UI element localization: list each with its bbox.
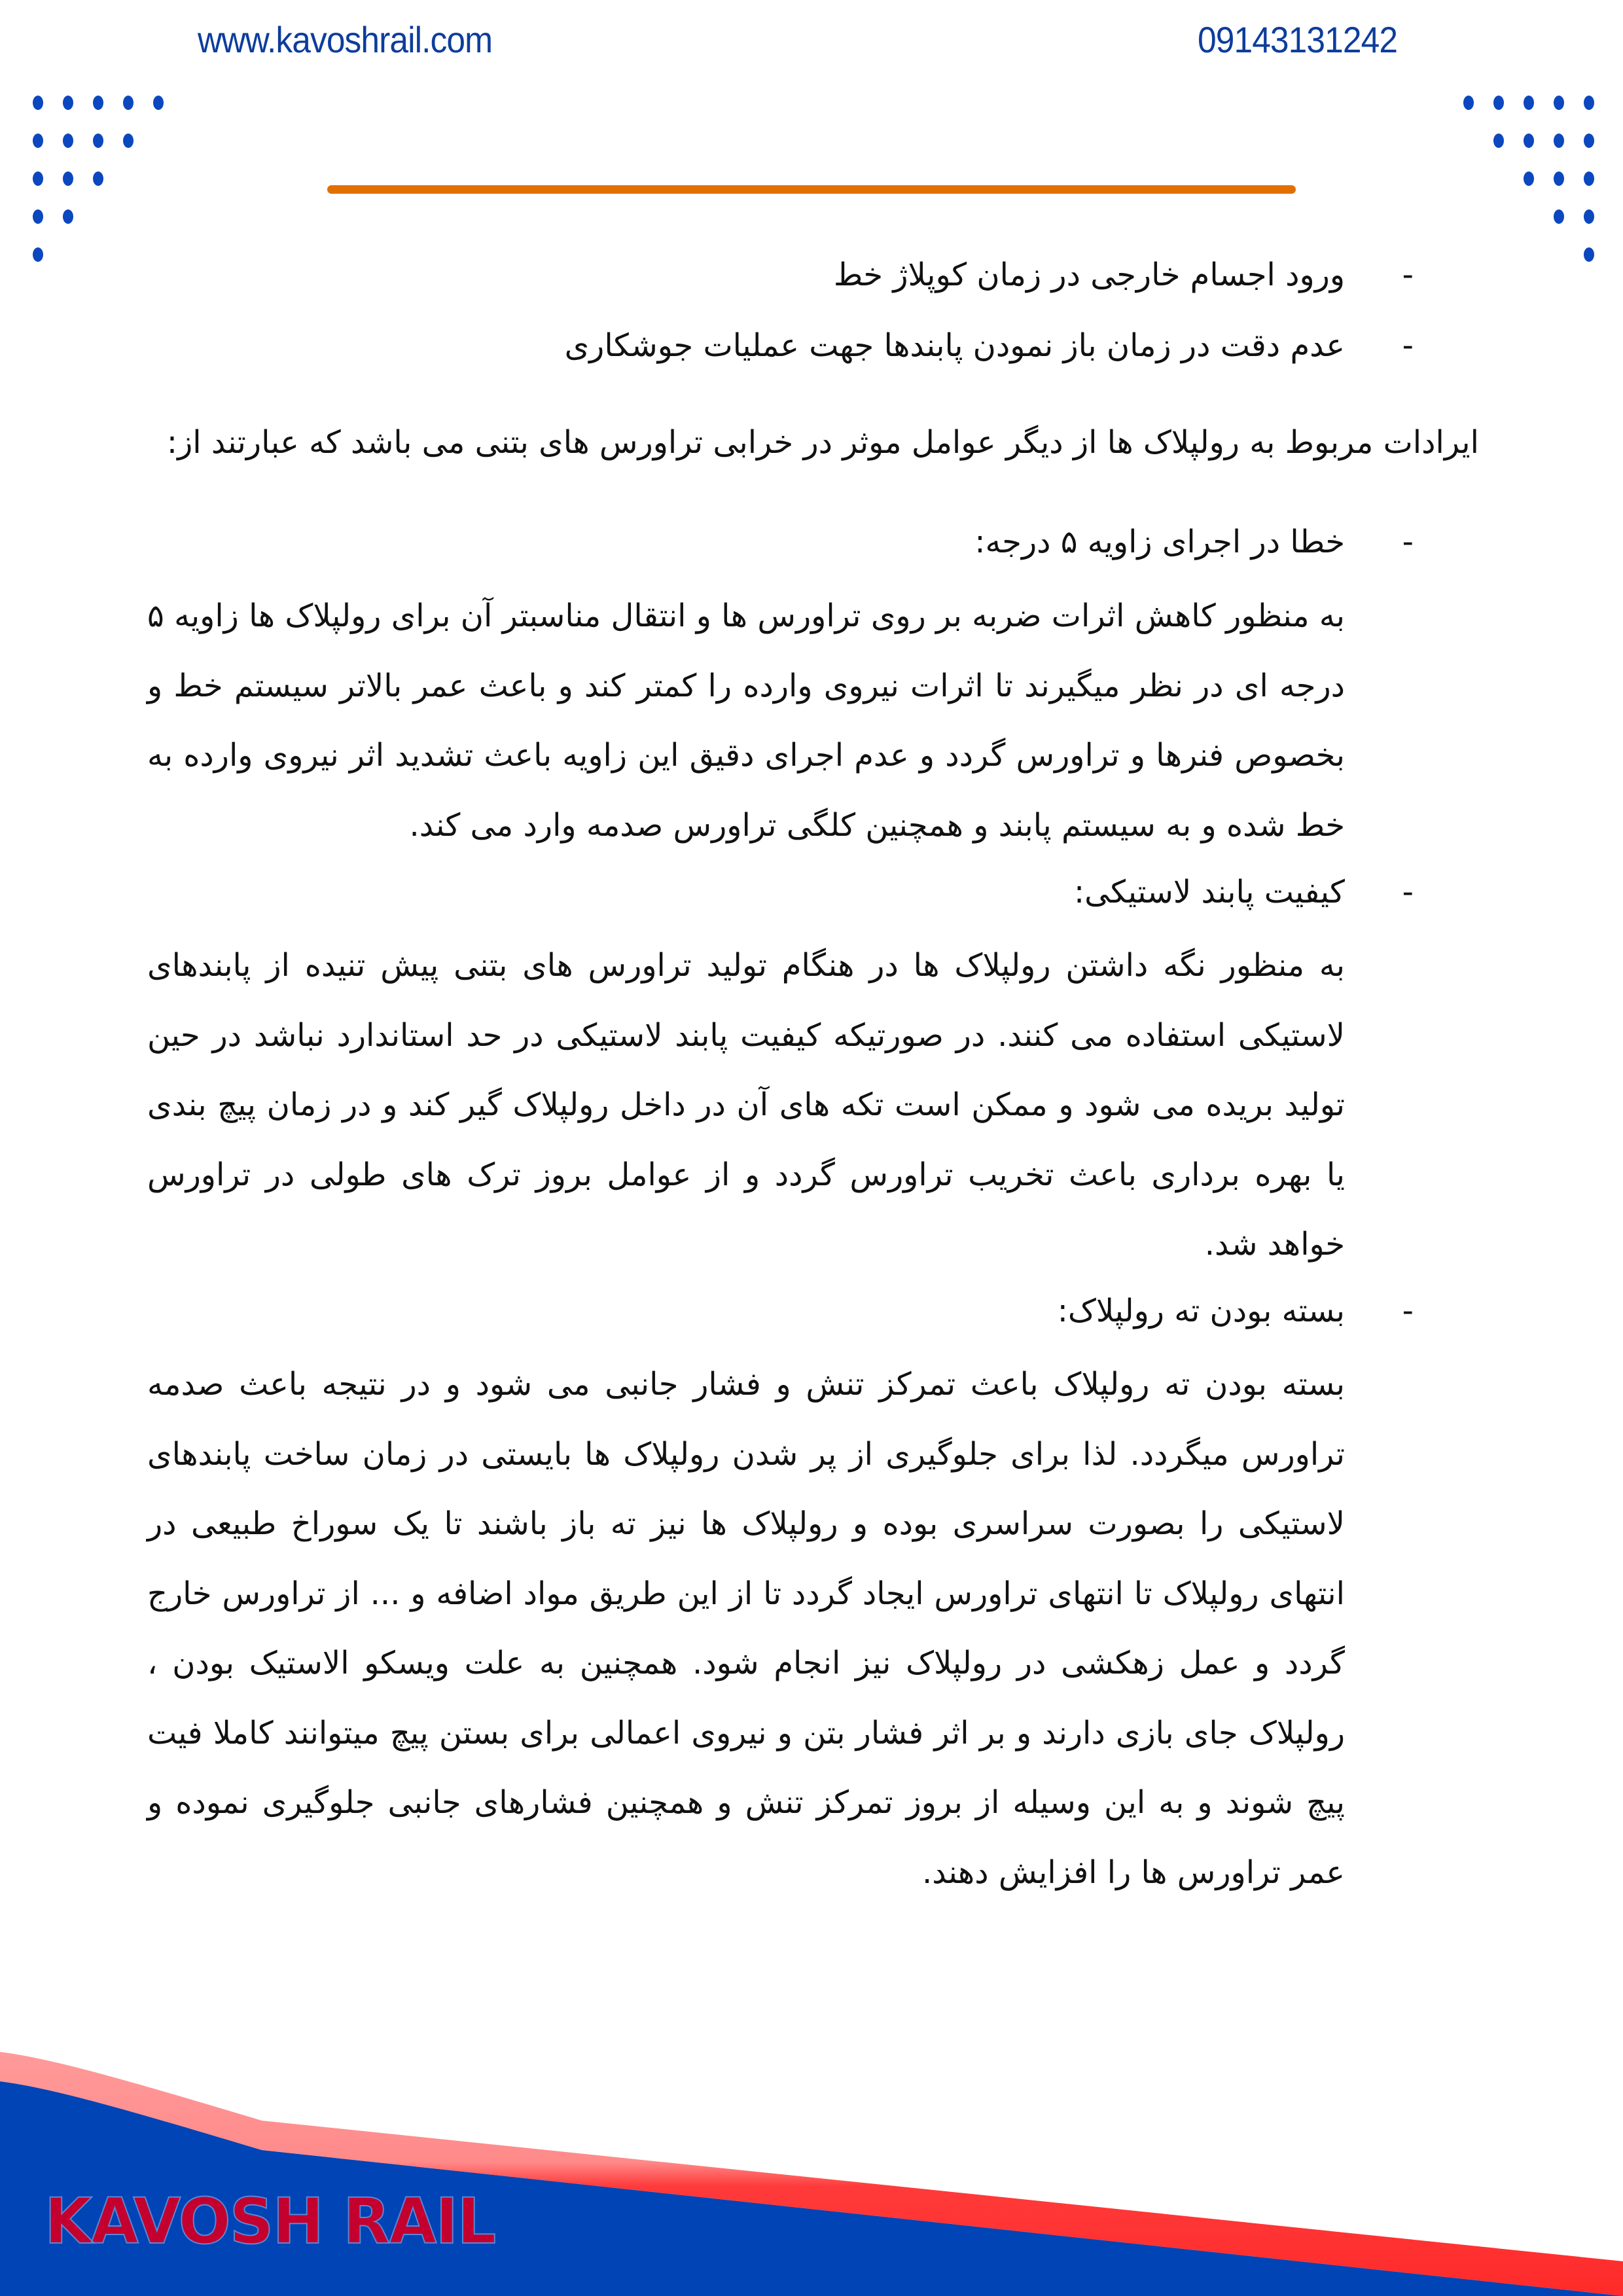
bullet-dash: - [1402, 257, 1414, 293]
dot-pattern-right-icon [1457, 84, 1594, 274]
section-body: به منظور کاهش اثرات ضربه بر روی تراورس ها و انتقال مناسبتر آن برای رولپلاک ها زاویه ۵ درجه ای در نظر میگیرند تا اثرات نیروی وارده را کمتر کند و باعث عمر بالاتر سیستم خط و بخصوص فنرها و تراورس گردد و عدم اجرای دقیق این زاویه باعث تشدید اثر نیروی وارده به خط شده و به سیستم پابند و همچنین کلگی تراورس صدمه وارد می کند. [147, 598, 1345, 844]
section-heading-text: خطا در اجرای زاویه ۵ درجه: [974, 524, 1345, 560]
brand-logo-text: KAVOSH RAIL [45, 2185, 495, 2258]
website-link[interactable]: www.kavoshrail.com [198, 19, 493, 60]
bullet-dash: - [1402, 1293, 1414, 1329]
section-heading-text: بسته بودن ته رولپلاک: [1057, 1293, 1345, 1329]
bullet-dash: - [1402, 327, 1414, 364]
phone-number: 09143131242 [1198, 19, 1398, 60]
section-heading [101, 874, 1414, 910]
bullet-dash: - [1402, 874, 1414, 910]
section-body: بسته بودن ته رولپلاک باعث تمرکز تنش و فشار جانبی می شود و در نتیجه باعث صدمه تراورس میگردد. لذا برای جلوگیری از پر شدن رولپلاک ها بایستی در زمان ساخت پابندهای لاستیکی را بصورت سراسری بوده و رولپلاک ها نیز ته باز باشند تا یک سوراخ طبیعی در انتهای رولپلاک تا انتهای تراورس ایجاد گردد تا از این طریق مواد اضافه و ... از تراورس خارج گردد و عمل زهکشی در رولپلاک نیز انجام شود. همچنین به علت ویسکو الاستیک بودن ، رولپلاک جای بازی دارند و بر اثر فشار بتن و نیروی اعمالی برای بستن پیچ میتوانند کاملا فیت پیچ شوند و به این وسیله از بروز تمرکز تنش و همچنین فشارهای جانبی جلوگیری نموده و عمر تراورس ها را افزایش دهند. [147, 1366, 1345, 1891]
list-item-text: ورود اجسام خارجی در زمان کوپلاژ خط [833, 257, 1345, 293]
intro-paragraph: ایرادات مربوط به رولپلاک ها از دیگر عوامل موثر در خرابی تراورس های بتنی می باشد که عبارتند از: [166, 424, 1479, 461]
section-body: به منظور نگه داشتن رولپلاک ها در هنگام تولید تراورس های بتنی پیش تنیده از پابندهای لاستیکی استفاده می کنند. در صورتیکه کیفیت پابند لاستیکی در حد استاندارد نباشد در حین تولید بریده می شود و ممکن است تکه های آن در داخل رولپلاک گیر کند و در زمان پیچ بندی یا بهره برداری باعث تخریب تراورس گردد و از عوامل بروز ترک های طولی در تراورس خواهد شد. [147, 947, 1345, 1263]
section-heading [101, 524, 1414, 560]
list-item-text: عدم دقت در زمان باز نمودن پابندها جهت عملیات جوشکاری [564, 327, 1345, 364]
dot-pattern-left-icon [33, 84, 183, 274]
section-heading-text: کیفیت پابند لاستیکی: [1073, 874, 1345, 910]
bullet-dash: - [1402, 524, 1414, 560]
section-heading [101, 1293, 1414, 1329]
header-divider [327, 185, 1296, 194]
list-item [101, 327, 1414, 364]
list-item [101, 257, 1414, 293]
